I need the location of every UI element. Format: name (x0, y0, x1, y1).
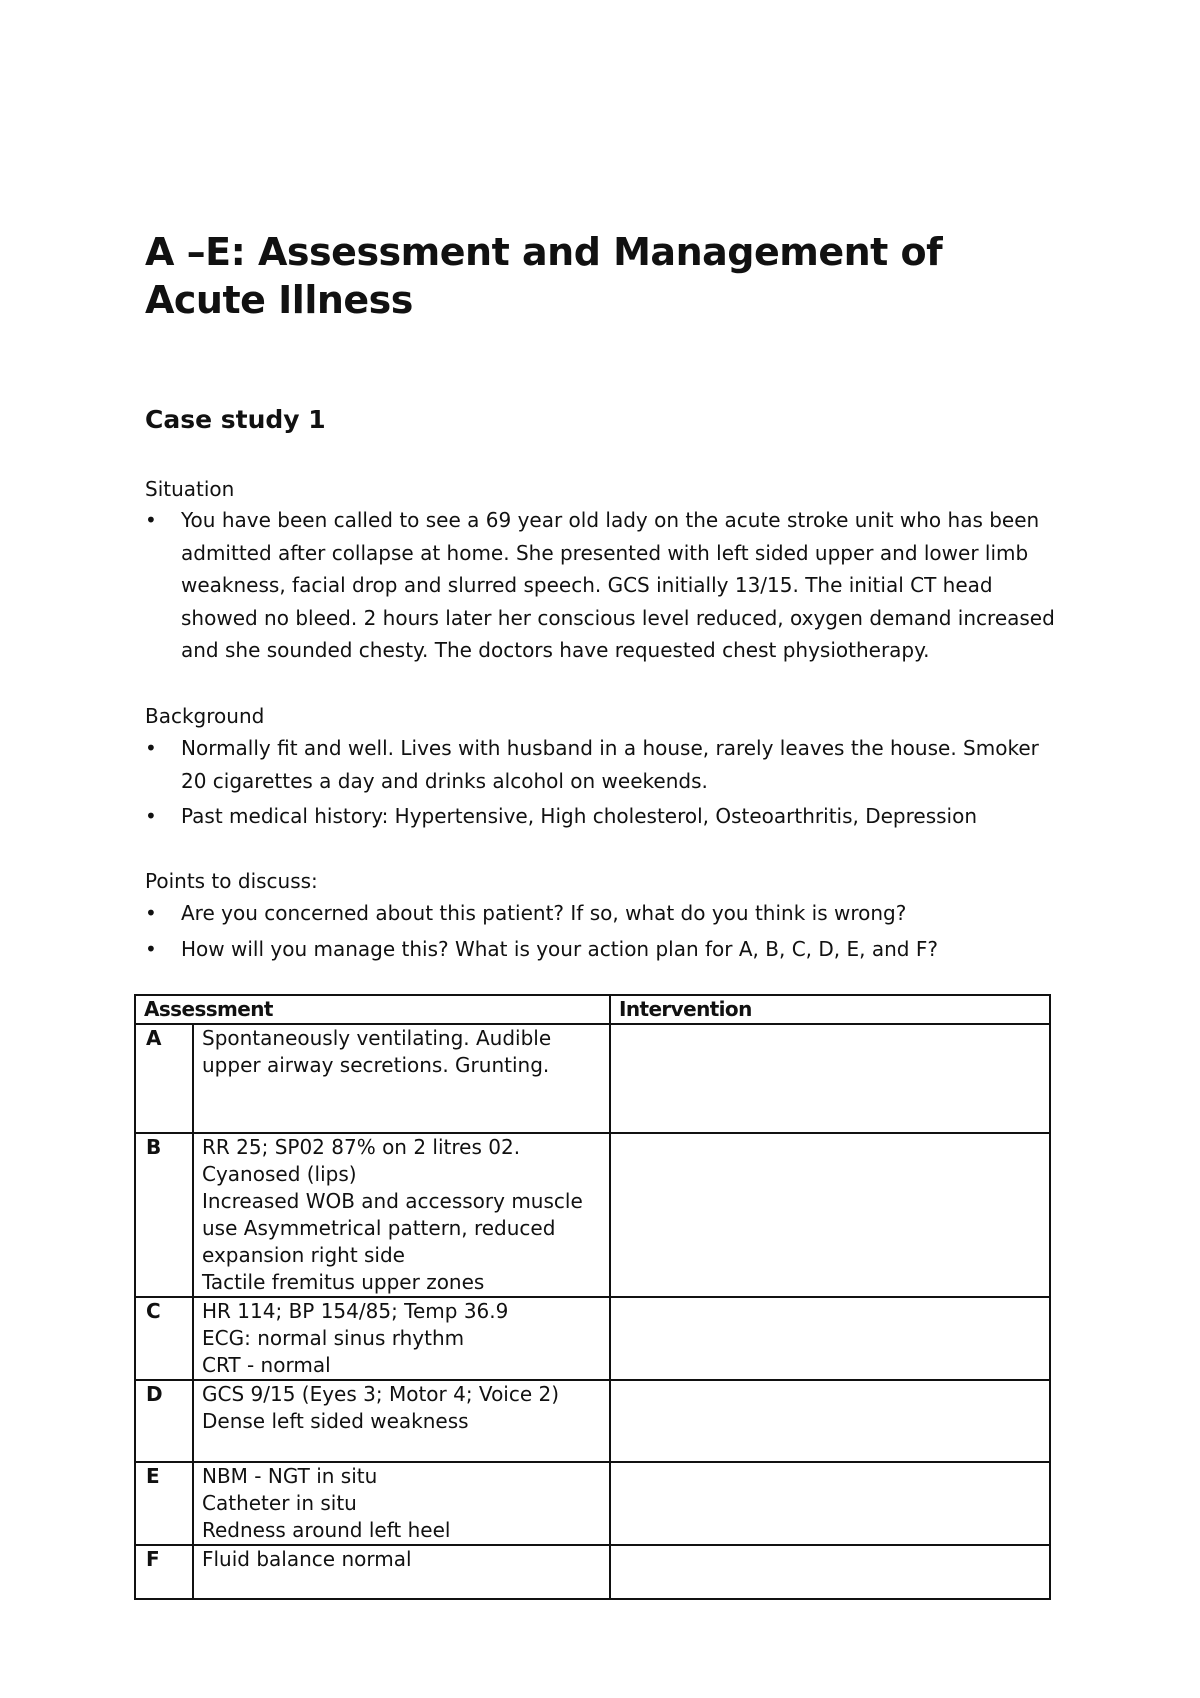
points-text: Are you concerned about this patient? If so, what do you think is wrong? (181, 901, 907, 925)
assessment-line: Dense left sided weakness (202, 1409, 469, 1433)
assessment-table (134, 994, 1051, 1600)
assessment-line: RR 25; SP02 87% on 2 litres 02. (202, 1135, 521, 1159)
assessment-line: Catheter in situ (202, 1491, 357, 1515)
points-label: Points to discuss: (145, 869, 318, 893)
table-row (135, 1297, 1050, 1380)
row-letter: D (135, 1380, 193, 1462)
list-item (145, 504, 1070, 667)
bullet-icon: • (145, 736, 157, 760)
bullet-icon: • (145, 901, 157, 925)
case-study-heading: Case study 1 (145, 405, 326, 434)
intervention-cell[interactable] (610, 1462, 1050, 1545)
row-letter: C (135, 1297, 193, 1380)
background-list (145, 732, 1070, 833)
assessment-line: Cyanosed (lips) (202, 1162, 357, 1186)
bullet-icon: • (145, 936, 157, 961)
list-item (145, 800, 1070, 833)
situation-text: You have been called to see a 69 year old lady on the acute stroke unit who has been admitted after collapse at home. She presented with left sided upper and lower limb weakness, facial drop and slurred speech. GCS initially 13/15. The initial CT head showed no bleed. 2 hours later her conscious level reduced, oxygen demand increased and she sounded chesty. The doctors have requested chest physiotherapy. (181, 508, 1055, 663)
row-letter: A (135, 1024, 193, 1133)
assessment-line: CRT - normal (202, 1353, 331, 1377)
situation-label: Situation (145, 477, 235, 501)
intervention-cell[interactable] (610, 1380, 1050, 1462)
intervention-cell[interactable] (610, 1024, 1050, 1133)
assessment-cell (193, 1380, 610, 1462)
bullet-icon: • (145, 804, 157, 829)
bullet-icon: • (145, 508, 157, 532)
background-text: Past medical history: Hypertensive, High cholesterol, Osteoarthritis, Depression (181, 804, 978, 829)
assessment-line: Fluid balance normal (202, 1547, 412, 1571)
list-item (145, 933, 1070, 966)
row-letter: B (135, 1133, 193, 1297)
assessment-cell (193, 1133, 610, 1297)
points-text: How will you manage this? What is your action plan for A, B, C, D, E, and F? (181, 936, 938, 961)
assessment-line: Increased WOB and accessory muscle use Asymmetrical pattern, reduced expansion right side (202, 1189, 583, 1267)
list-item (145, 897, 1070, 930)
table-row (135, 1462, 1050, 1545)
situation-list (145, 504, 1070, 667)
assessment-cell (193, 1297, 610, 1380)
assessment-header: Assessment (135, 995, 610, 1024)
assessment-line: GCS 9/15 (Eyes 3; Motor 4; Voice 2) (202, 1382, 560, 1406)
background-label: Background (145, 704, 265, 728)
table-header-row (135, 995, 1050, 1024)
assessment-line: Redness around left heel (202, 1518, 451, 1542)
intervention-header: Intervention (610, 995, 1050, 1024)
assessment-line: HR 114; BP 154/85; Temp 36.9 (202, 1299, 509, 1323)
background-text: Normally fit and well. Lives with husband in a house, rarely leaves the house. Smoker 20 cigarettes a day and drinks alcohol on weekends. (181, 736, 1039, 793)
assessment-cell (193, 1545, 610, 1599)
table-row (135, 1133, 1050, 1297)
assessment-line: ECG: normal sinus rhythm (202, 1326, 465, 1350)
intervention-cell[interactable] (610, 1133, 1050, 1297)
points-list (145, 897, 1070, 965)
row-letter: E (135, 1462, 193, 1545)
assessment-cell (193, 1462, 610, 1545)
document-title: A –E: Assessment and Management of Acute Illness (145, 230, 943, 322)
table-row (135, 1380, 1050, 1462)
list-item (145, 732, 1070, 797)
assessment-line: NBM - NGT in situ (202, 1464, 378, 1488)
table-row (135, 1024, 1050, 1133)
row-letter: F (135, 1545, 193, 1599)
intervention-cell[interactable] (610, 1297, 1050, 1380)
assessment-cell (193, 1024, 610, 1133)
intervention-cell[interactable] (610, 1545, 1050, 1599)
assessment-line: Spontaneously ventilating. Audible upper airway secretions. Grunting. (202, 1026, 552, 1077)
table-row (135, 1545, 1050, 1599)
assessment-line: Tactile fremitus upper zones (202, 1270, 485, 1294)
